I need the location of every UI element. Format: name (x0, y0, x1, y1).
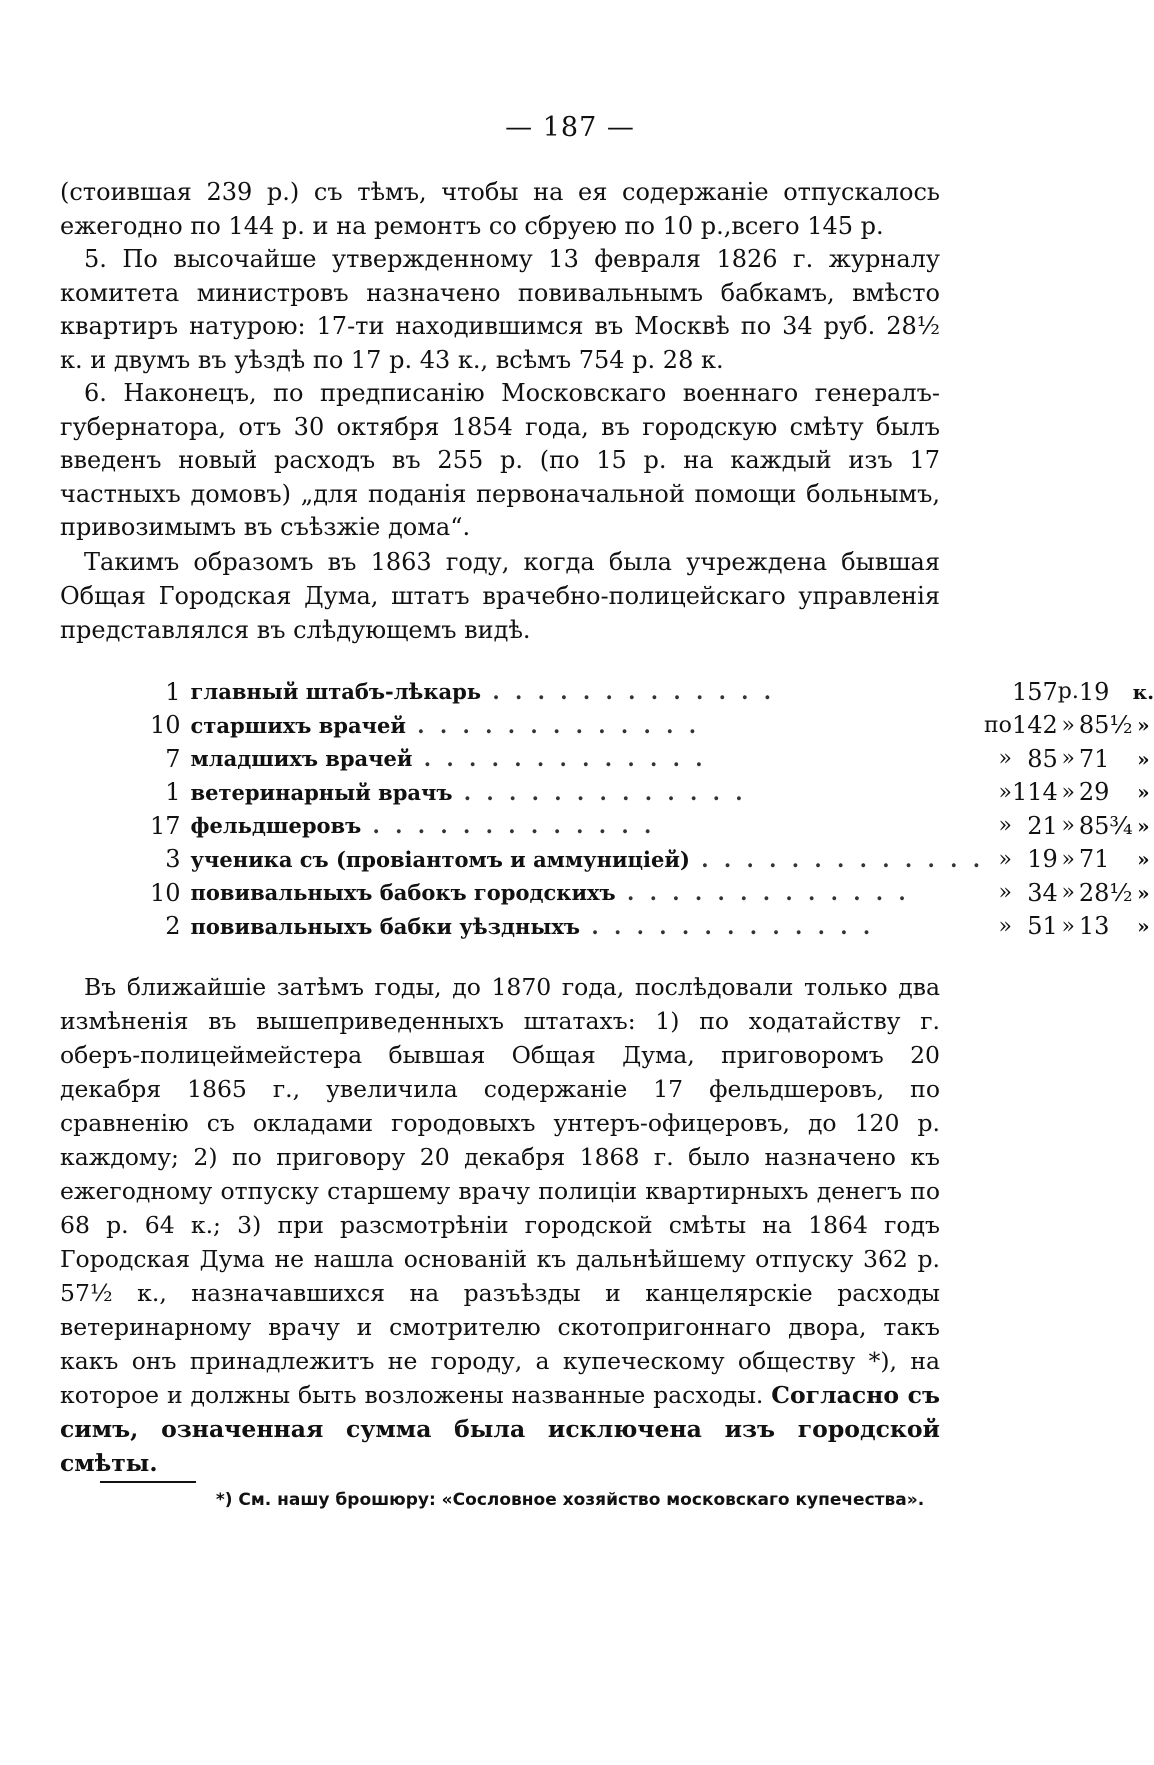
staff-kopecks: 19 (1078, 677, 1110, 706)
staff-rubles: 114 (1011, 778, 1058, 807)
leader-dots: . . . . . . . . . . . . . (580, 913, 875, 939)
staff-title-text: младшихъ врачей (190, 746, 413, 772)
paragraph: 5. По высочайше утвержденному 13 февраля 1826 г. журналу комитета министровъ назначено повивальнымъ бабкамъ, вмѣсто квартиръ натурою: 17-ти находившимся въ Москвѣ по 34 руб. 28½ к. и двумъ въ уѣздѣ по 17 р. 43 к., всѣмъ 754 р. 28 к. (60, 245, 940, 374)
staff-rubles: 19 (1027, 845, 1058, 874)
staff-kop-mark: » (1137, 813, 1150, 838)
staff-kop-mark: » (1137, 914, 1150, 939)
staff-kop-mark: » (1137, 880, 1150, 905)
table-row (150, 675, 1154, 709)
staff-rubles: 34 (1027, 878, 1058, 907)
staff-prefix: » (998, 846, 1012, 872)
staff-rubles: 142 (1011, 711, 1058, 740)
table-row (150, 809, 1154, 843)
staff-count: 2 (165, 912, 181, 941)
staff-kop-mark: » (1137, 780, 1150, 805)
staff-title (191, 675, 984, 709)
staff-prefix: » (998, 779, 1012, 805)
staff-title-text: фельдшеровъ (190, 813, 362, 839)
staff-title (191, 709, 984, 743)
staff-title-text: старшихъ врачей (190, 712, 406, 738)
footnote-rule (100, 1481, 196, 1483)
leader-dots: . . . . . . . . . . . . . (615, 880, 910, 906)
table-row (150, 776, 1154, 810)
staff-prefix: по (984, 712, 1012, 738)
staff-kop-mark: » (1137, 847, 1150, 872)
staff-rub-mark: р. (1057, 679, 1079, 705)
text-block-middle (60, 545, 940, 647)
staff-kop-mark: » (1137, 713, 1150, 738)
staff-kopecks: 29 (1078, 778, 1110, 807)
staff-prefix: » (998, 746, 1012, 772)
table-row (150, 843, 1154, 877)
staff-rub-mark: » (1061, 846, 1076, 872)
staff-prefix: » (998, 913, 1012, 939)
paragraph-text-bold: Согласно съ симъ, означенная сумма была исключена изъ городской смѣты. (60, 1381, 940, 1477)
staff-kop-mark: к. (1132, 679, 1154, 704)
footnote: *) См. нашу брошюру: «Сословное хозяйство московскаго купечества». (215, 1490, 925, 1510)
staff-count: 10 (150, 711, 181, 740)
staff-rubles: 157 (1011, 677, 1058, 706)
staff-count: 3 (165, 845, 181, 874)
staff-title (191, 876, 984, 910)
page-number: — 187 — (505, 112, 635, 143)
staff-title-text: главный штабъ-лѣкарь (190, 679, 482, 705)
staff-count: 7 (165, 744, 181, 773)
staff-rubles: 21 (1027, 811, 1058, 840)
leader-dots: . . . . . . . . . . . . . (452, 779, 747, 805)
staff-rub-mark: » (1061, 813, 1076, 839)
staff-prefix: » (998, 880, 1012, 906)
paragraph-text: Въ ближайшіе затѣмъ годы, до 1870 года, послѣдовали только два измѣненія въ вышеприведенныхъ штатахъ: 1) по ходатайству г. оберъ-полицеймейстера бывшая Общая Дума, приговоромъ 20 декабря 1865 г., увеличила содержаніе 17 фельдшеровъ, по сравненію съ окладами городовыхъ унтеръ-офицеровъ, до 120 р. каждому; 2) по приговору 20 декабря 1868 г. было назначено къ ежегодному отпуску старшему врачу полиціи квартирныхъ денегъ по 68 р. 64 к.; 3) при разсмотрѣніи городской смѣты на 1864 годъ Городская Дума не нашла основаній къ дальнѣйшему отпуску 362 р. 57½ к., назначавшихся на разъѣзды и канцелярскіе расходы ветеринарному врачу и смотрителю скотопригоннаго двора, такъ какъ онъ принадлежитъ не городу, а купеческому обществу *), на которое и должны быть возложены названные расходы. (60, 973, 940, 1409)
staff-title (191, 843, 984, 877)
staff-rub-mark: » (1061, 712, 1076, 738)
staff-kopecks: 71 (1078, 744, 1110, 773)
text-block-top (60, 176, 940, 545)
table-row (150, 742, 1154, 776)
staff-rub-mark: » (1061, 746, 1076, 772)
staff-count: 17 (150, 811, 181, 840)
leader-dots: . . . . . . . . . . . . . (481, 679, 776, 705)
table-row (150, 876, 1154, 910)
staff-rub-mark: » (1061, 779, 1076, 805)
staff-rubles: 85 (1027, 744, 1058, 773)
staff-count: 10 (150, 878, 181, 907)
staff-kopecks: 13 (1078, 912, 1110, 941)
leader-dots: . . . . . . . . . . . . . (405, 712, 701, 738)
staff-title-text: повивальныхъ бабокъ городскихъ (190, 880, 616, 906)
leader-dots: . . . . . . . . . . . . . (689, 846, 985, 872)
paragraph: Такимъ образомъ въ 1863 году, когда была учреждена бывшая Общая Городская Дума, штатъ врачебно-полицейскаго управленія представлялся въ слѣдующемъ видѣ. (60, 548, 940, 644)
staff-rub-mark: » (1061, 880, 1076, 906)
staff-kopecks: 85½ (1078, 711, 1133, 740)
staff-title (191, 910, 984, 944)
staff-title (191, 776, 984, 810)
staff-rubles: 51 (1027, 912, 1058, 941)
staff-kopecks: 71 (1078, 845, 1110, 874)
staff-count: 1 (165, 778, 181, 807)
text-block-bottom (60, 970, 940, 1480)
staff-rub-mark: » (1061, 913, 1076, 939)
leader-dots: . . . . . . . . . . . . . (361, 813, 656, 839)
staff-table (150, 675, 1154, 943)
table-row (150, 709, 1154, 743)
staff-prefix: » (998, 813, 1012, 839)
table-row (150, 910, 1154, 944)
staff-title-text: ученика съ (провіантомъ и аммуниціей) (190, 846, 690, 872)
staff-kopecks: 28½ (1078, 878, 1133, 907)
paragraph: 6. Наконецъ, по предписанію Московскаго военнаго генералъ-губернатора, отъ 30 октября 1854 года, въ городскую смѣту былъ введенъ новый расходъ въ 255 р. (по 15 р. на каждый изъ 17 частныхъ домовъ) „для поданія первоначальной помощи больнымъ, привозимымъ въ съѣзжіе дома“. (60, 379, 940, 541)
staff-title-text: повивальныхъ бабки уѣздныхъ (190, 913, 581, 939)
staff-kopecks: 85¾ (1078, 811, 1133, 840)
leader-dots: . . . . . . . . . . . . . (412, 746, 707, 772)
paragraph (60, 970, 940, 1480)
staff-title (191, 742, 984, 776)
staff-kop-mark: » (1137, 746, 1150, 771)
staff-prefix (984, 675, 1012, 709)
staff-title (191, 809, 984, 843)
staff-count: 1 (165, 677, 181, 706)
staff-title-text: ветеринарный врачъ (190, 779, 453, 805)
paragraph: (стоившая 239 р.) съ тѣмъ, чтобы на ея содержаніе отпускалось ежегодно по 144 р. и на ремонтъ со сбруею по 10 р.,всего 145 р. (60, 178, 940, 240)
